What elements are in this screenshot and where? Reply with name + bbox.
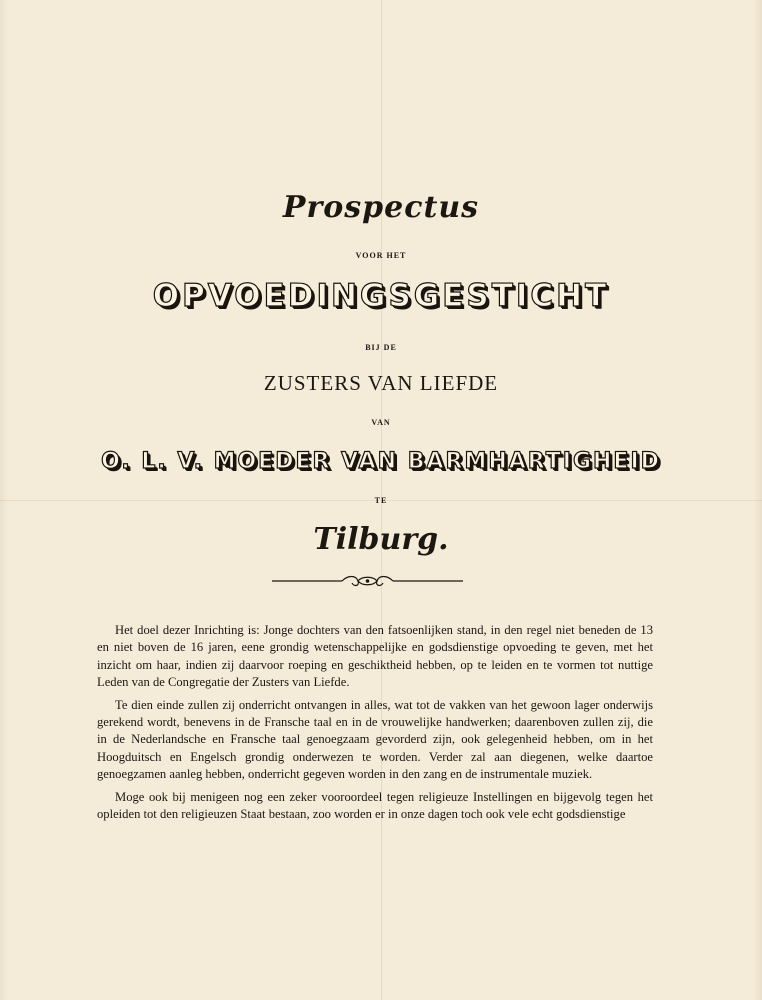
paragraph-2: Te dien einde zullen zij onderricht ontvangen in alles, wat tot de vakken van het gewoon lager onderwijs gerekend wordt, benevens in de Fransche taal en in de vrouwelijke handwerken; daarenboven zullen zij, die in de Nederlandsche en Fransche taal genoegzaam gevorderd zijn, ook gelegenheid hebben, om in het Hoogduitsch en Engelsch grondig onderwezen te worden. Verder zal aan diegenen, welke daartoe genoegzamen aanleg hebben, onderricht gegeven worden in den zang en de instrumentale muziek. xyxy=(97,697,653,782)
institution-heading: OPVOEDINGSGESTICHT xyxy=(152,278,610,314)
voor-het-label: VOOR HET xyxy=(355,251,407,260)
body-text xyxy=(97,622,653,828)
document-title: Prospectus xyxy=(282,190,480,225)
van-label: VAN xyxy=(371,418,391,427)
ornamental-rule-icon xyxy=(270,573,465,589)
city-heading: Tilburg. xyxy=(313,522,449,557)
paragraph-1: Het doel dezer Inrichting is: Jonge dochters van den fatsoenlijken stand, in den regel niet beneden de 13 en niet boven de 16 jaren, eene grondig wetenschappelijke en godsdienstige opvoeding te geven, met het inzicht om haar, indien zij daarvoor roeping en geschiktheid hebben, op te leiden en te vormen tot nuttige Leden van de Congregatie der Zusters van Liefde. xyxy=(97,623,653,690)
te-label: TE xyxy=(374,496,388,505)
bij-de-label: BIJ DE xyxy=(365,343,397,352)
order-heading: ZUSTERS VAN LIEFDE xyxy=(263,371,499,395)
paragraph-3: Moge ook bij menigeen nog een zeker vooroordeel tegen religieuze Instellingen en bijgevolg tegen het opleiden tot den religieuzen Staat bestaan, zoo worden er in onze dagen toch ook vele echt godsdienstige xyxy=(97,789,653,822)
patron-heading: O. L. V. MOEDER VAN BARMHARTIGHEID xyxy=(101,449,661,474)
